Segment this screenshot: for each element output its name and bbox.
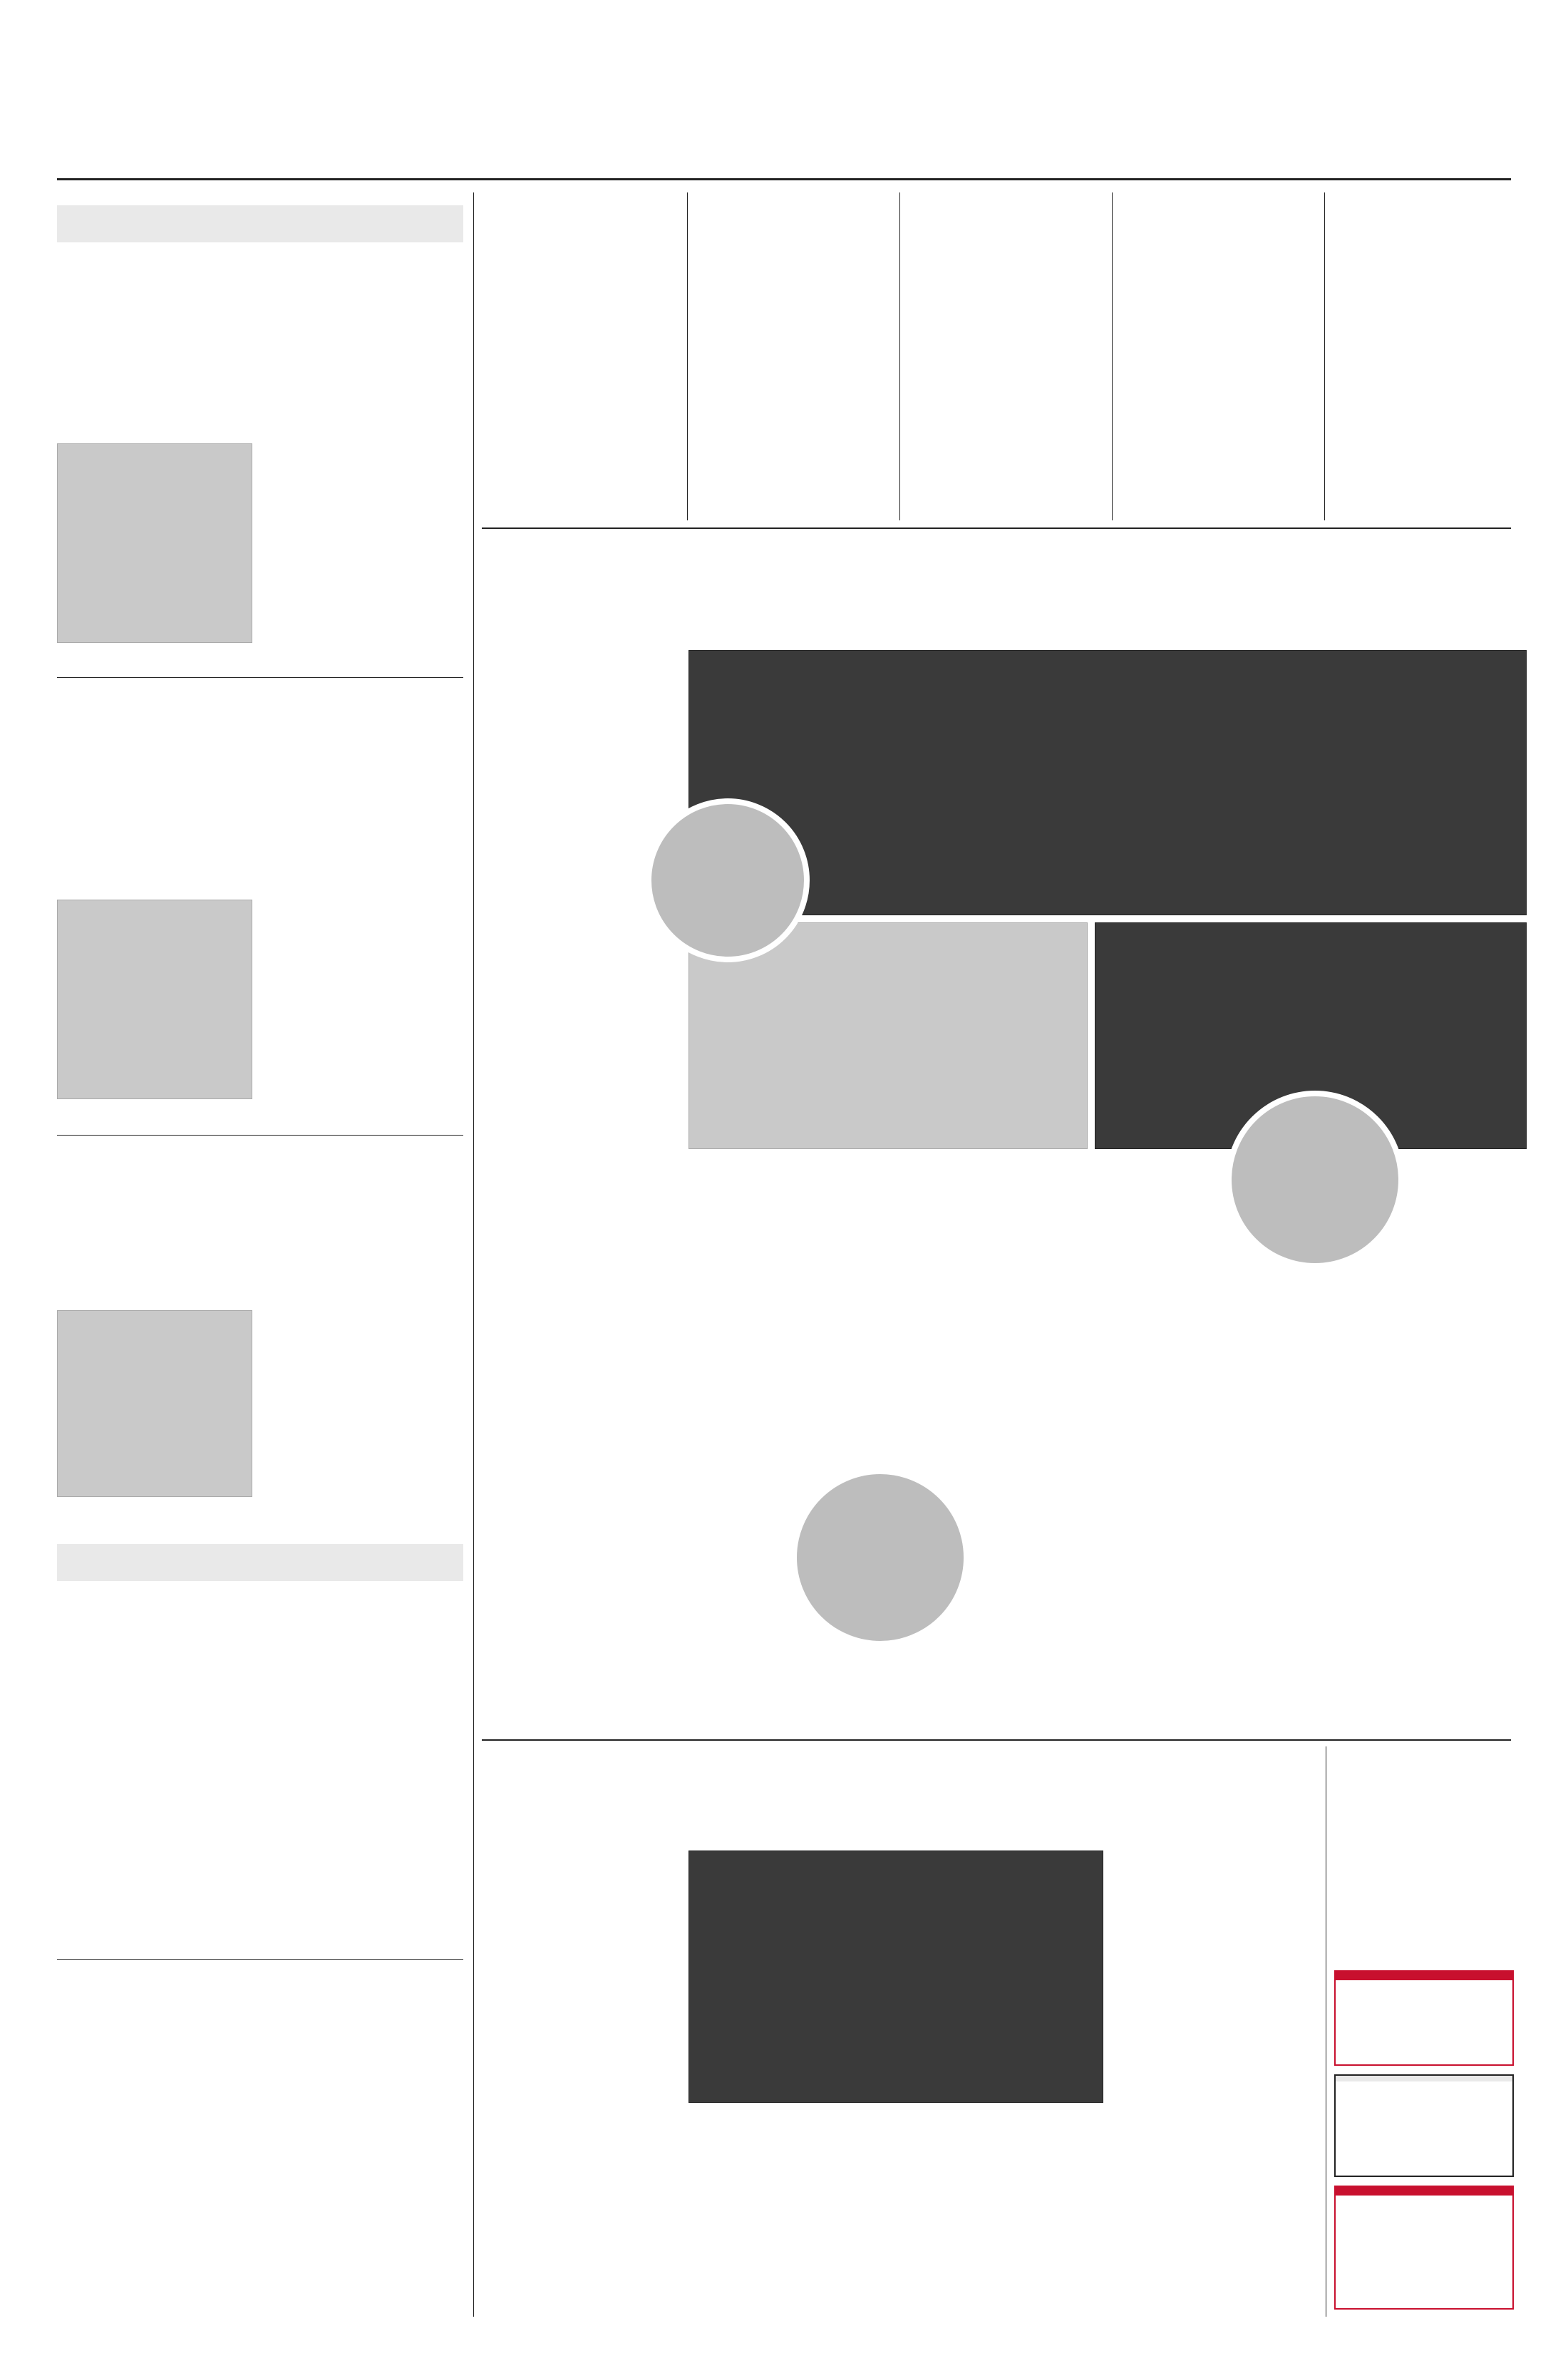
divider: [57, 1959, 463, 1960]
brief-2-body: [694, 200, 891, 478]
second-photo: [688, 1851, 1103, 2103]
ad-box-2-body: [1336, 2081, 1512, 2090]
brief-4: [1119, 192, 1316, 478]
ad-box-2-title: [1336, 2076, 1512, 2081]
ad-box-1-title: [1336, 1972, 1512, 1980]
divider: [57, 677, 463, 678]
brief-1: [482, 192, 679, 478]
ad-box-3: [1334, 2186, 1514, 2310]
sidebar-label-box: [57, 1544, 463, 1581]
ad-box-1-body: [1336, 1980, 1512, 1989]
column-rule: [473, 192, 474, 2317]
lead-body-columns: [688, 1249, 1525, 1729]
brief-4-body: [1119, 200, 1316, 478]
brief-1-body: [482, 200, 679, 478]
story1-photo: [57, 443, 252, 643]
divider: [482, 527, 1511, 529]
column-rule: [1112, 192, 1113, 520]
lead-photo-main: [688, 650, 1527, 915]
column-rule: [687, 192, 688, 520]
masthead-rule: [57, 178, 1511, 180]
brief-3: [907, 192, 1103, 478]
divider: [57, 1135, 463, 1136]
lead-body-lead-column: [482, 684, 674, 1729]
second-body-columns: [688, 2174, 1316, 2314]
divider: [482, 1739, 1511, 1741]
story2-body: [57, 733, 463, 891]
story5-body: [57, 2012, 463, 2311]
second-body: [482, 1851, 674, 2314]
brief-3-body: [907, 200, 1103, 478]
brief-5: [1331, 192, 1511, 478]
story1-body: [57, 307, 463, 433]
sidebar-label-box: [57, 205, 463, 242]
story2-photo: [57, 900, 252, 1099]
ad-box-3-title: [1336, 2187, 1512, 2196]
brief-2: [694, 192, 891, 478]
ad-box-2: [1334, 2074, 1514, 2177]
ad-box-3-body: [1336, 2196, 1512, 2204]
brief-5-body: [1331, 200, 1511, 478]
column-rule: [1324, 192, 1325, 520]
story3-body: [57, 1192, 463, 1299]
story3-photo: [57, 1310, 252, 1497]
column-rule: [899, 192, 900, 520]
briefs-strip: [482, 192, 1511, 527]
side-brief-body: [1334, 1815, 1511, 1957]
story4-body: [57, 1644, 463, 1950]
lead-portrait-2: [1226, 1091, 1404, 1269]
ad-box-1: [1334, 1970, 1514, 2066]
